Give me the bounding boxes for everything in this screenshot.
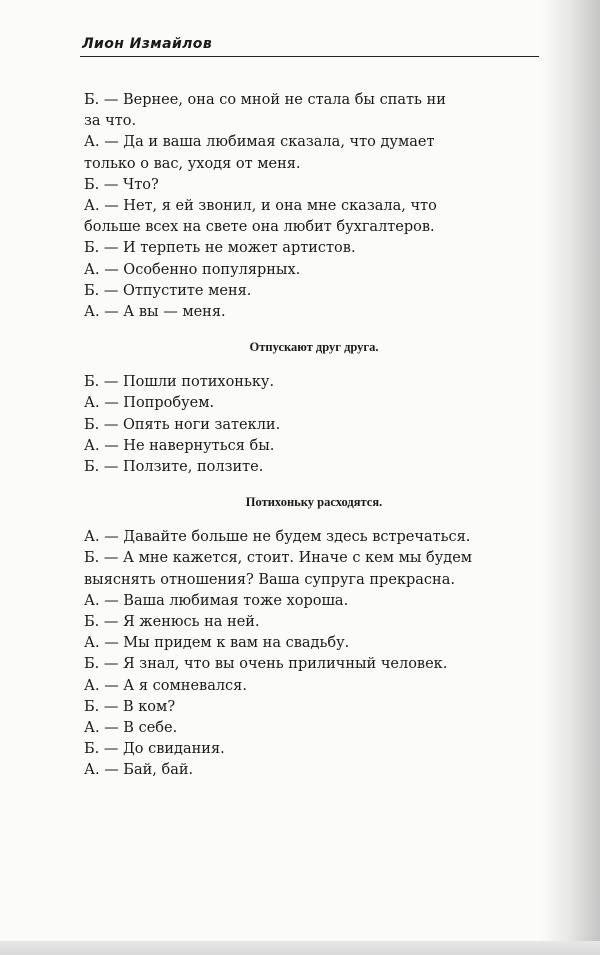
replica xyxy=(84,676,544,697)
replica xyxy=(84,90,544,132)
text-line: А. — А я сомневался. xyxy=(84,677,247,694)
text-line: А. — Давайте больше не будем здесь встречаться. xyxy=(84,529,471,546)
replica xyxy=(84,739,544,760)
text-line: А. — Да и ваша любимая сказала, что думает xyxy=(84,134,435,151)
text-line: Б. — Я женюсь на ней. xyxy=(84,614,260,631)
text-line: только о вас, уходя от меня. xyxy=(84,155,301,172)
text-line: Б. — Я знал, что вы очень приличный человек. xyxy=(84,656,448,673)
header-rule xyxy=(80,56,539,57)
dialogue-text xyxy=(84,90,544,782)
text-line: выяснять отношения? Ваша супруга прекрасна. xyxy=(84,571,455,588)
spacer xyxy=(84,513,544,527)
replica xyxy=(84,281,544,302)
replica xyxy=(84,548,544,590)
text-line: А. — Мы придем к вам на свадьбу. xyxy=(84,635,350,652)
text-line: Б. — И терпеть не может артистов. xyxy=(84,240,356,257)
replica xyxy=(84,697,544,718)
replica xyxy=(84,760,544,781)
text-line: Б. — Вернее, она со мной не стала бы спать ни xyxy=(84,92,446,108)
page-edge-shadow xyxy=(540,0,600,955)
spacer xyxy=(84,358,544,372)
running-head: Лион Измайлов xyxy=(82,36,213,52)
text-line: Б. — А мне кажется, стоит. Иначе с кем мы будем xyxy=(84,550,473,567)
replica xyxy=(84,238,544,259)
replica xyxy=(84,527,544,548)
text-line: больше всех на свете она любит бухгалтеров. xyxy=(84,219,435,236)
page-bottom-band xyxy=(0,941,600,955)
stage-direction: Отпускают друг друга. xyxy=(249,340,379,355)
text-line: Б. — Что? xyxy=(84,176,159,193)
text-line: А. — А вы — меня. xyxy=(84,304,226,321)
text-line: А. — Нет, я ей звонил, и она мне сказала, что xyxy=(84,198,437,215)
replica xyxy=(84,612,544,633)
replica: Б. — Опять ноги затекли. xyxy=(84,416,281,433)
text-line: Б. — Отпустите меня. xyxy=(84,282,252,299)
replica xyxy=(84,718,544,739)
replica: Б. — Пошли потихоньку. xyxy=(84,374,275,391)
replica: Б. — Ползите, ползите. xyxy=(84,459,264,476)
stage-direction: Потихоньку расходятся. xyxy=(245,495,383,510)
replica xyxy=(84,591,544,612)
replica xyxy=(84,633,544,654)
replica xyxy=(84,302,544,323)
replica xyxy=(84,175,544,196)
text-line: А. — Ваша любимая тоже хороша. xyxy=(84,592,349,609)
replica: А. — Не навернуться бы. xyxy=(84,437,275,454)
replica: А. — Попробуем. xyxy=(84,395,215,412)
spacer xyxy=(84,478,544,491)
spacer xyxy=(84,323,544,336)
text-line: за что. xyxy=(84,113,137,130)
replica xyxy=(84,132,544,174)
replica xyxy=(84,196,544,238)
text-line: А. — Особенно популярных. xyxy=(84,261,301,278)
text-line: Б. — До свидания. xyxy=(84,741,225,758)
replica xyxy=(84,260,544,281)
text-line: А. — В себе. xyxy=(84,720,178,737)
text-line: Б. — В ком? xyxy=(84,698,176,715)
replica xyxy=(84,654,544,675)
text-line: А. — Бай, бай. xyxy=(84,762,194,779)
